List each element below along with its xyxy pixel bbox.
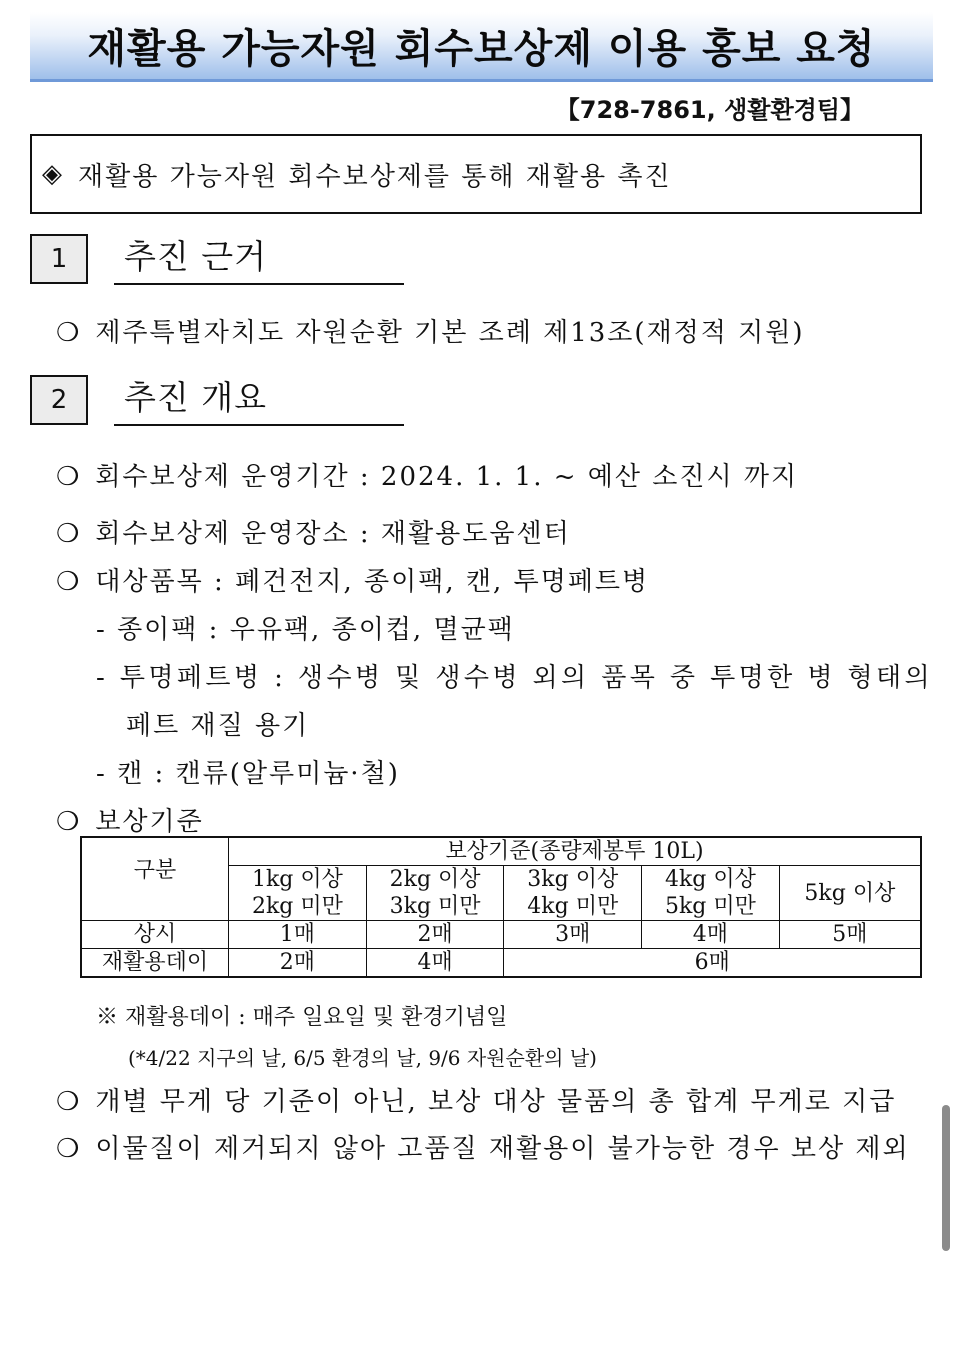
- circle-bullet-icon: ❍: [56, 567, 82, 597]
- circle-bullet-icon: ❍: [56, 519, 82, 549]
- title-banner: [30, 12, 933, 82]
- table-note-detail: (*4/22 지구의 날, 6/5 환경의 날, 9/6 자원순환의 날): [128, 1046, 597, 1070]
- table-group-header: 보상기준(종량제봉투 10L): [229, 837, 921, 866]
- bullet-text: 회수보상제 운영기간 : 2024. 1. 1. ~ 예산 소진시 까지: [95, 462, 799, 492]
- table-cell: 5매: [779, 921, 921, 949]
- section-number-2: 2: [30, 375, 88, 425]
- table-column-header: 1kg 이상 2kg 미만: [229, 866, 367, 921]
- table-cell: 2매: [366, 921, 504, 949]
- bullet-item: [56, 456, 798, 493]
- table-column-header: 2kg 이상 3kg 미만: [366, 866, 504, 921]
- bullet-item: [56, 1128, 910, 1165]
- table-header-row: [81, 837, 921, 866]
- bullet-item: [56, 312, 805, 349]
- sub-item-text: 캔 : 캔류(알루미늄·철): [117, 759, 400, 789]
- contact-info: 【728-7861, 생활환경팀】: [555, 96, 864, 124]
- circle-bullet-icon: ❍: [56, 462, 82, 492]
- dash-marker: -: [96, 663, 109, 693]
- circle-bullet-icon: ❍: [56, 1134, 82, 1164]
- table-row-label: 상시: [81, 921, 229, 949]
- table-cell: 6매: [504, 949, 921, 978]
- bullet-text: 제주특별자치도 자원순환 기본 조례 제13조(재정적 지원): [95, 318, 805, 348]
- sub-item: [96, 609, 515, 646]
- table-cell: 3매: [504, 921, 642, 949]
- bullet-text: 회수보상제 운영장소 : 재활용도움센터: [95, 519, 571, 549]
- bullet-item: [56, 561, 649, 598]
- page-title: 재활용 가능자원 회수보상제 이용 홍보 요청: [87, 26, 876, 72]
- table-note: ※ 재활용데이 : 매주 일요일 및 환경기념일: [96, 1005, 508, 1030]
- bullet-item: [56, 1081, 896, 1118]
- reward-table: [80, 836, 922, 978]
- vertical-scrollbar[interactable]: [942, 1105, 950, 1251]
- table-cell: 4매: [366, 949, 504, 978]
- sub-item: [96, 657, 933, 694]
- bullet-item: [56, 801, 204, 838]
- diamond-icon: ◈: [42, 159, 64, 189]
- summary-box: [30, 134, 922, 214]
- table-row: [81, 921, 921, 949]
- table-row-label: 재활용데이: [81, 949, 229, 978]
- table-cell: 1매: [229, 921, 367, 949]
- sub-item-text: 종이팩 : 우유팩, 종이컵, 멸균팩: [117, 615, 515, 645]
- dash-marker: -: [96, 759, 107, 789]
- bullet-text: 개별 무게 당 기준이 아닌, 보상 대상 물품의 총 합계 무게로 지급: [95, 1087, 897, 1117]
- table-row: [81, 949, 921, 978]
- circle-bullet-icon: ❍: [56, 1087, 82, 1117]
- circle-bullet-icon: ❍: [56, 807, 82, 837]
- dash-marker: -: [96, 615, 107, 645]
- bullet-item: [56, 513, 571, 550]
- bullet-text: 보상기준: [95, 807, 204, 837]
- table-column-header: 4kg 이상 5kg 미만: [642, 866, 780, 921]
- table-cell: 2매: [229, 949, 367, 978]
- section-number-1: 1: [30, 234, 88, 284]
- sub-item-continuation: 페트 재질 용기: [126, 711, 310, 741]
- table-column-header: 5kg 이상: [779, 866, 921, 921]
- bullet-text: 이물질이 제거되지 않아 고품질 재활용이 불가능한 경우 보상 제외: [95, 1134, 910, 1164]
- table-corner-cell: 구분: [81, 837, 229, 921]
- sub-item: [96, 753, 400, 790]
- sub-item-text: 투명페트병 : 생수병 및 생수병 외의 품목 중 투명한 병 형태의: [119, 663, 934, 693]
- bullet-text: 대상품목 : 폐건전지, 종이팩, 캔, 투명페트병: [95, 567, 650, 597]
- summary-text: 재활용 가능자원 회수보상제를 통해 재활용 촉진: [78, 161, 672, 192]
- section-title-2: 추진 개요: [114, 376, 404, 426]
- table-cell: 4매: [642, 921, 780, 949]
- circle-bullet-icon: ❍: [56, 318, 82, 348]
- section-title-1: 추진 근거: [114, 235, 404, 285]
- table-column-header: 3kg 이상 4kg 미만: [504, 866, 642, 921]
